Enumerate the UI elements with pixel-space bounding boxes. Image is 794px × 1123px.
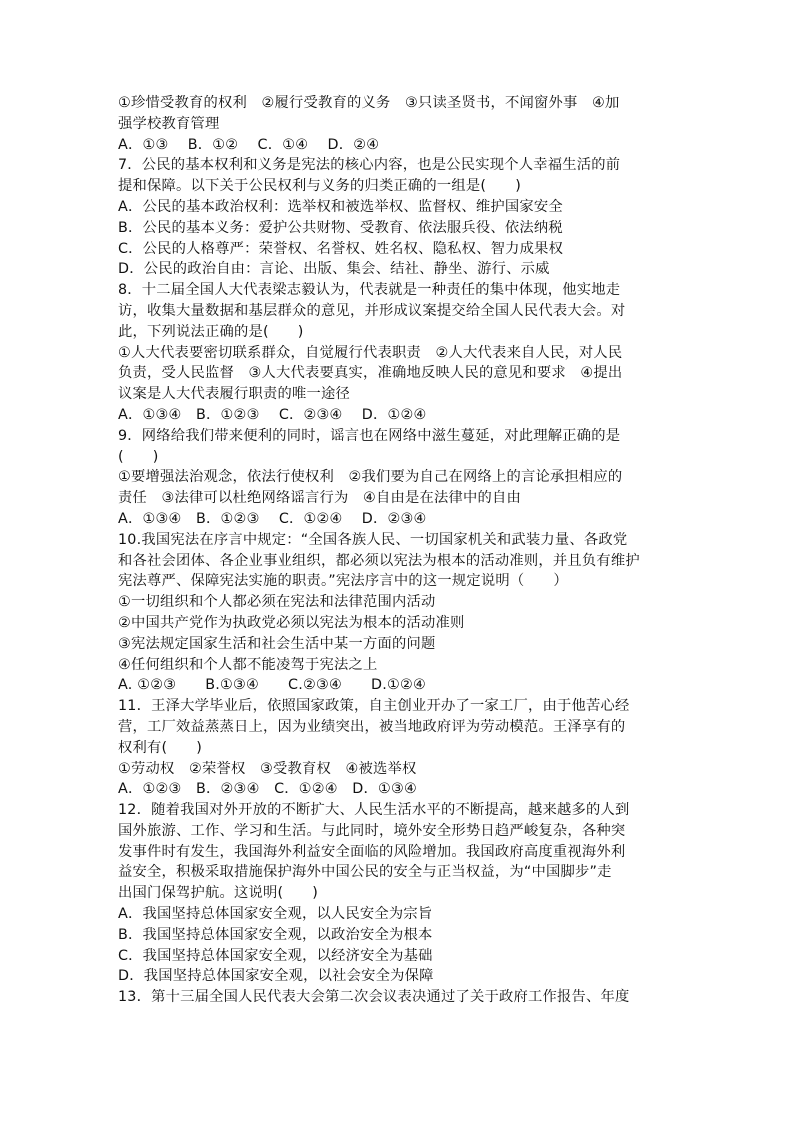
option-a: A．公民的基本政治权利：选举权和被选举权、监督权、维护国家安全 bbox=[118, 198, 563, 215]
text-line: 和各社会团体、各企业事业组织，都必须以宪法为根本的活动准则，并且负有维护 bbox=[118, 552, 640, 569]
answer-options: A．①③ B．①② C．①④ D．②④ bbox=[118, 136, 380, 153]
text-line: 益安全，积极采取措施保护海外中国公民的安全与正当权益，为“中国脚步”走 bbox=[118, 864, 612, 881]
text-line: 营，工厂效益蒸蒸日上，因为业绩突出，被当地政府评为劳动模范。王泽享有的 bbox=[118, 718, 626, 735]
question-12: 12．随着我国对外开放的不断扩大、人民生活水平的不断提高，越来越多的人到 bbox=[118, 802, 630, 819]
text-line: ①人大代表要密切联系群众，自觉履行代表职责 ②人大代表来自人民，对人民 bbox=[118, 344, 623, 361]
option-d: D．公民的政治自由：言论、出版、集会、结社、静坐、游行、示威 bbox=[118, 261, 550, 278]
text-line: ①珍惜受教育的权利 ②履行受教育的义务 ③只读圣贤书，不闻窗外事 ④加 bbox=[118, 95, 620, 111]
text-line: 此，下列说法正确的是( ) bbox=[118, 323, 304, 340]
text-line: 负责，受人民监督 ③人大代表要真实，准确地反映人民的意见和要求 ④提出 bbox=[118, 365, 623, 382]
answer-options: A．①③④ B．①②③ C．②③④ D．①②④ bbox=[118, 406, 427, 423]
text-line: 提和保障。以下关于公民权利与义务的归类正确的一组是( ) bbox=[118, 178, 521, 195]
question-11: 11．王泽大学毕业后，依照国家政策，自主创业开办了一家工厂，由于他苦心经 bbox=[118, 698, 630, 715]
text-line: 强学校教育管理 bbox=[118, 115, 220, 132]
question-8: 8．十二届全国人大代表梁志毅认为，代表就是一种责任的集中体现，他实地走 bbox=[118, 282, 621, 299]
option-b: B．我国坚持总体国家安全观，以政治安全为根本 bbox=[118, 926, 433, 943]
text-line: 宪法尊严、保障宪法实施的职责。”宪法序言中的这一规定说明（ ） bbox=[118, 573, 568, 590]
answer-options: A．①③④ B．①②③ C．①②④ D．②③④ bbox=[118, 510, 427, 527]
answer-options: A．①②③ B．②③④ C．①②④ D．①③④ bbox=[118, 781, 418, 798]
option-b: B．公民的基本义务：爱护公共财物、受教育、依法服兵役、依法纳税 bbox=[118, 219, 563, 236]
text-line: 权利有( ) bbox=[118, 739, 203, 756]
question-13: 13．第十三届全国人民代表大会第二次会议表决通过了关于政府工作报告、年度 bbox=[118, 989, 630, 1006]
text-line: 国外旅游、工作、学习和生活。与此同时，境外安全形势日趋严峻复杂，各种突 bbox=[118, 822, 626, 839]
question-9: 9．网络给我们带来便利的同时，谣言也在网络中滋生蔓延，对此理解正确的是 bbox=[118, 427, 621, 444]
text-line: ③宪法规定国家生活和社会生活中某一方面的问题 bbox=[118, 635, 436, 652]
option-a: A．我国坚持总体国家安全观，以人民安全为宗旨 bbox=[118, 906, 433, 923]
text-line: ①一切组织和个人都必须在宪法和法律范围内活动 bbox=[118, 594, 436, 611]
option-c: C．我国坚持总体国家安全观，以经济安全为基础 bbox=[118, 947, 433, 964]
answer-options: A. ①②③ B.①③④ C.②③④ D.①②④ bbox=[118, 677, 427, 694]
option-c: C．公民的人格尊严：荣誉权、名誉权、姓名权、隐私权、智力成果权 bbox=[118, 240, 564, 257]
text-line: ④任何组织和个人都不能凌驾于宪法之上 bbox=[118, 656, 378, 673]
text-line: ①要增强法治观念，依法行使权利 ②我们要为自己在网络上的言论承担相应的 bbox=[118, 469, 623, 486]
question-7: 7．公民的基本权利和义务是宪法的核心内容，也是公民实现个人幸福生活的前 bbox=[118, 157, 621, 174]
text-line: 议案是人大代表履行职责的唯一途径 bbox=[118, 386, 350, 403]
text-line: 责任 ③法律可以杜绝网络谣言行为 ④自由是在法律中的自由 bbox=[118, 490, 521, 507]
text-line: 发事件时有发生，我国海外利益安全面临的风险增加。我国政府高度重视海外利 bbox=[118, 843, 626, 860]
question-10: 10.我国宪法在序言中规定：“全国各族人民、一切国家机关和武装力量、各政党 bbox=[118, 531, 628, 548]
option-d: D．我国坚持总体国家安全观，以社会安全为保障 bbox=[118, 968, 434, 985]
document-body bbox=[118, 93, 680, 1008]
text-line: ①劳动权 ②荣誉权 ③受教育权 ④被选举权 bbox=[118, 760, 417, 777]
text-line: 访，收集大量数据和基层群众的意见，并形成议案提交给全国人民代表大会。对 bbox=[118, 302, 626, 319]
text-line: ②中国共产党作为执政党必须以宪法为根本的活动准则 bbox=[118, 614, 465, 631]
text-line: ( ) bbox=[118, 448, 159, 465]
text-line: 出国门保驾护航。这说明( ) bbox=[118, 885, 319, 902]
